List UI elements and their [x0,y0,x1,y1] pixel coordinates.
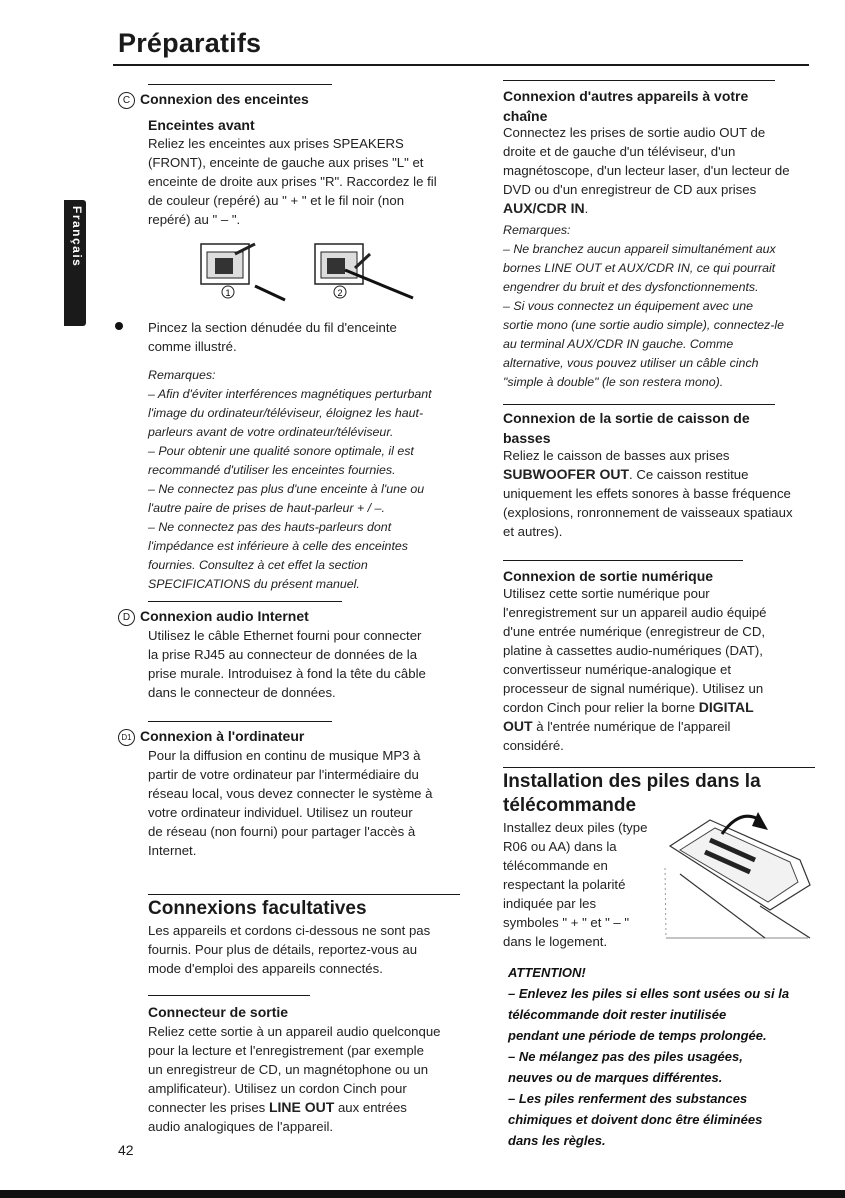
subwoofer-text [503,446,793,541]
text-line: symboles " + " et " – " [503,915,630,930]
text-line [503,717,767,736]
text-line: DVD ou d'un enregistreur de CD aux prises [503,182,757,197]
text-line: la prise RJ45 au connecteur de données de la [148,647,418,662]
text-line: partir de votre ordinateur par l'intermédiaire du [148,767,419,782]
language-tab [64,200,86,326]
other-remarks-label: Remarques: [503,223,571,237]
text-line: comme illustré. [148,339,237,354]
heading-line: télécommande [503,795,637,816]
remark-line: SPECIFICATIONS du présent manuel. [148,577,360,591]
remark-line: engendrer du bruit et des dysfonctionnements. [503,280,759,294]
text-segment: connecter les prises [148,1100,269,1115]
section-divider [148,601,342,602]
section-marker-c: C [118,92,135,109]
text-line: réseau local, vous devez connecter le système à [148,786,433,801]
optional-connections-text [148,921,430,978]
remark-line: l'autre paire de prises de haut-parleur + / –. [148,501,385,515]
warning-line: – Enlevez les piles si elles sont usées ou si la [508,986,790,1001]
warning-line: – Ne mélangez pas des piles usagées, [508,1049,743,1064]
text-segment: à l'entrée numérique de l'appareil [532,719,731,734]
text-line [503,698,767,717]
output-connector-text [148,1022,441,1136]
text-line: enceinte de droite aux prises "R". Raccordez le fil [148,174,437,189]
text-line: considéré. [503,738,564,753]
other-devices-text [503,123,790,218]
warning-line: chimiques et doivent donc être éliminées [508,1112,763,1127]
subwoofer-out-label: SUBWOOFER OUT [503,466,629,482]
other-remarks [503,240,784,392]
remote-battery-illustration [660,790,815,942]
bullet-point [115,322,123,330]
text-line: l'enregistrement sur un appareil audio équipé [503,605,767,620]
text-line: magnétoscope, d'un lecteur laser, d'un lecteur de [503,163,790,178]
text-line: Connectez les prises de sortie audio OUT de [503,125,766,140]
computer-connection-title: Connexion à l'ordinateur [140,728,305,744]
section-divider [503,80,775,81]
page-number: 42 [118,1142,134,1158]
language-tab-label: Français [70,206,84,268]
text-line: dans le logement. [503,934,608,949]
text-line: respectant la polarité [503,877,626,892]
digital-output-heading: Connexion de sortie numérique [503,568,714,584]
remark-line: – Ne connectez pas plus d'une enceinte à l'une ou [148,482,425,496]
figure-label-2: 2 [337,288,343,298]
warning-line: – Les piles renferment des substances [508,1091,748,1106]
figure-label-1: 1 [225,288,231,298]
speaker-wire-illustration [195,236,425,304]
heading-line: Connexion d'autres appareils à votre [503,88,749,104]
remark-line: – Ne branchez aucun appareil simultanément aux [503,242,776,256]
text-line: dans le connecteur de données. [148,685,336,700]
remark-line: – Ne connectez pas des hauts-parleurs dont [148,520,392,534]
remark-line: "simple à double" (le son restera mono). [503,375,724,389]
text-line: de réseau (non fourni) pour partager l'accès à [148,824,416,839]
remark-line: – Si vous connectez un équipement avec une [503,299,754,313]
text-line: Reliez cette sortie à un appareil audio quelconque [148,1024,441,1039]
warning-line: neuves ou de marques différentes. [508,1070,723,1085]
remark-line: sortie mono (une sortie audio simple), connectez-le [503,318,784,332]
text-line: mode d'emploi des appareils connectés. [148,961,383,976]
text-line: Internet. [148,843,197,858]
remark-line: alternative, vous pouvez utiliser un câble cinch [503,356,759,370]
section-divider [503,767,815,768]
text-line: audio analogiques de l'appareil. [148,1119,334,1134]
heading-line: chaîne [503,108,548,124]
bullet-instruction [148,318,397,356]
section-divider [148,84,332,85]
text-line: (FRONT), enceinte de gauche aux prises "L" et [148,155,424,170]
internet-audio-text [148,626,426,702]
text-line: d'une entrée numérique (enregistreur de CD, [503,624,766,639]
text-line [503,465,793,484]
text-line: amplificateur). Utilisez un cordon Cinch pour [148,1081,407,1096]
text-line: télécommande en [503,858,608,873]
section-divider [148,721,332,722]
speaker-connection-title: Connexion des enceintes [140,91,309,107]
text-line: un enregistreur de CD, un magnétophone ou un [148,1062,429,1077]
battery-installation-text [503,818,647,951]
remark-line: – Pour obtenir une qualité sonore optimale, il est [148,444,414,458]
text-line: repéré) au " – ". [148,212,241,227]
text-segment: . [584,201,589,216]
text-line: (explosions, ronronnement de vaisseaux spatiaux [503,505,793,520]
heading-line: basses [503,430,551,446]
section-divider [148,995,310,996]
line-out-label: LINE OUT [268,1099,335,1115]
front-speakers-subheading: Enceintes avant [148,117,255,133]
internet-audio-heading [118,606,309,626]
text-line: Reliez les enceintes aux prises SPEAKERS [148,136,404,151]
text-line: processeur de signal numérique). Utilisez un [503,681,764,696]
text-line: Reliez le caisson de basses aux prises [503,448,730,463]
speaker-remarks-label: Remarques: [148,368,216,382]
remark-line: au terminal AUX/CDR IN gauche. Comme [503,337,734,351]
digital-output-text [503,584,767,755]
remark-line: parleurs avant de votre ordinateur/téléviseur. [148,425,394,439]
text-line: indiquée par les [503,896,597,911]
page-bottom-bar [0,1190,845,1198]
text-line: platine à cassettes audio-numériques (DAT), [503,643,763,658]
text-line: votre ordinateur individuel. Utilisez un routeur [148,805,413,820]
warning-line: dans les règles. [508,1133,606,1148]
text-line: pour la lecture et l'enregistrement (par exemple [148,1043,424,1058]
text-segment: aux entrées [334,1100,407,1115]
text-line: de couleur (repéré) au " + " et le fil noir (non [148,193,405,208]
out-label: OUT [503,718,533,734]
text-line: prise murale. Introduisez à fond la tête du câble [148,666,426,681]
text-line: Installez deux piles (type [503,820,648,835]
page-title: Préparatifs [118,28,262,58]
text-line: R06 ou AA) dans la [503,839,617,854]
warning-line: pendant une période de temps prolongée. [508,1028,767,1043]
text-segment: cordon Cinch pour relier la borne [503,700,699,715]
text-segment: . Ce caisson restitue [629,467,749,482]
speaker-remarks [148,385,432,594]
aux-cdr-in-label: AUX/CDR IN [503,200,585,216]
remark-line: l'image du ordinateur/téléviseur, éloignez les haut- [148,406,424,420]
remark-line: recommandé d'utiliser les enceintes fournies. [148,463,396,477]
remark-line: l'impédance est inférieure à celle des enceintes [148,539,408,553]
internet-audio-title: Connexion audio Internet [140,608,309,624]
optional-connections-heading: Connexions facultatives [148,898,367,919]
speaker-instructions [148,134,437,229]
text-line [503,199,790,218]
remark-line: fournies. Consultez à cet effet la section [148,558,368,572]
text-line: uniquement les effets sonores à basse fréquence [503,486,791,501]
text-line: Pincez la section dénudée du fil d'enceinte [148,320,397,335]
attention-label: ATTENTION! [508,965,586,980]
attention-warnings [508,983,789,1151]
subwoofer-heading [503,408,750,448]
speaker-connection-heading [118,89,309,109]
text-line: Les appareils et cordons ci-dessous ne sont pas [148,923,431,938]
text-line: droite et de gauche d'un téléviseur, d'un [503,144,736,159]
remark-line: bornes LINE OUT et AUX/CDR IN, ce qui pourrait [503,261,776,275]
section-marker-d: D [118,609,135,626]
computer-connection-heading [118,726,304,746]
section-divider [503,404,775,405]
heading-line: Connexion de la sortie de caisson de [503,410,750,426]
digital-label: DIGITAL [698,699,754,715]
heading-line: Installation des piles dans la [503,771,761,792]
text-line: Pour la diffusion en continu de musique MP3 à [148,748,421,763]
title-divider [113,64,809,66]
section-marker-d1: D1 [118,729,135,746]
section-divider [503,560,743,561]
text-line: convertisseur numérique-analogique et [503,662,731,677]
output-connector-heading: Connecteur de sortie [148,1004,289,1020]
section-divider [148,894,460,895]
computer-connection-text [148,746,432,860]
text-line: fournis. Pour plus de détails, reportez-vous au [148,942,418,957]
remark-line: – Afin d'éviter interférences magnétiques perturbant [148,387,432,401]
other-devices-heading [503,86,748,126]
warning-line: télécommande doit rester inutilisée [508,1007,727,1022]
text-line: Utilisez cette sortie numérique pour [503,586,710,601]
text-line: Utilisez le câble Ethernet fourni pour connecter [148,628,422,643]
text-line: et autres). [503,524,563,539]
text-line [148,1098,441,1117]
